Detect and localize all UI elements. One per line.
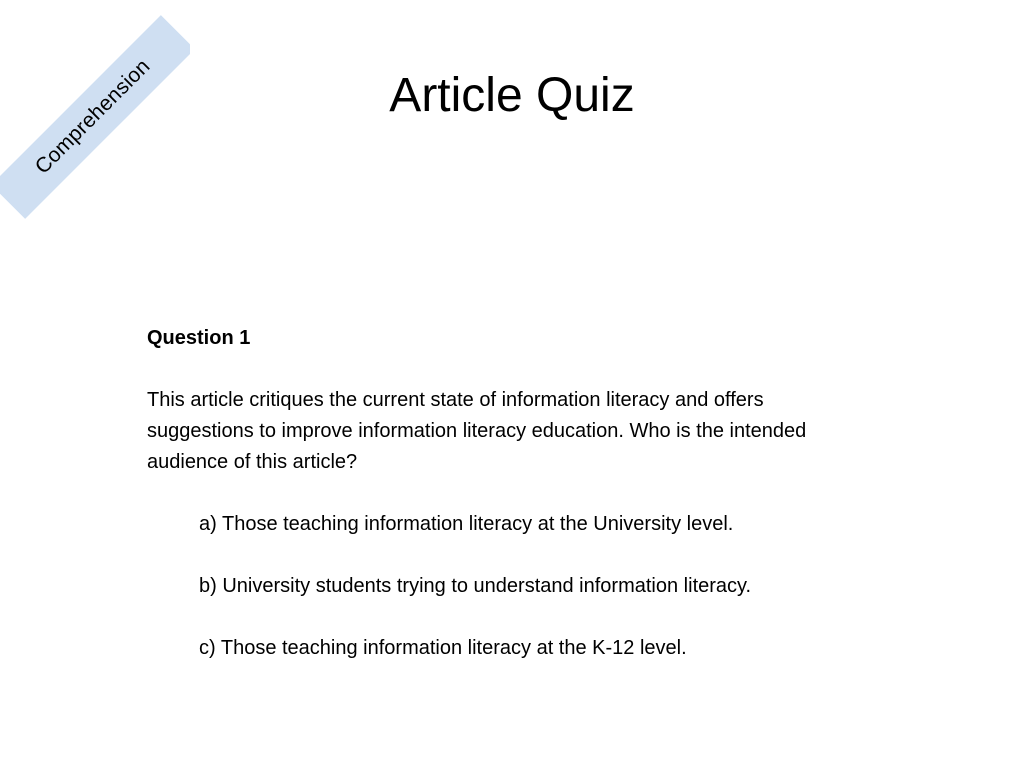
- answer-option-c[interactable]: c) Those teaching information literacy at the K-12 level.: [199, 637, 687, 659]
- answer-option-a[interactable]: a) Those teaching information literacy at the University level.: [199, 513, 734, 535]
- question-block: [147, 323, 867, 695]
- answer-list: [147, 509, 867, 664]
- comprehension-label: Comprehension: [30, 54, 155, 179]
- answer-option-b[interactable]: b) University students trying to understand information literacy.: [199, 575, 752, 597]
- question-heading: Question 1: [147, 327, 251, 349]
- question-text: This article critiques the current state of information literacy and offers suggestions to improve information literacy education. Who is the intended audience of this article?: [147, 389, 807, 473]
- page-title: Article Quiz: [389, 69, 635, 122]
